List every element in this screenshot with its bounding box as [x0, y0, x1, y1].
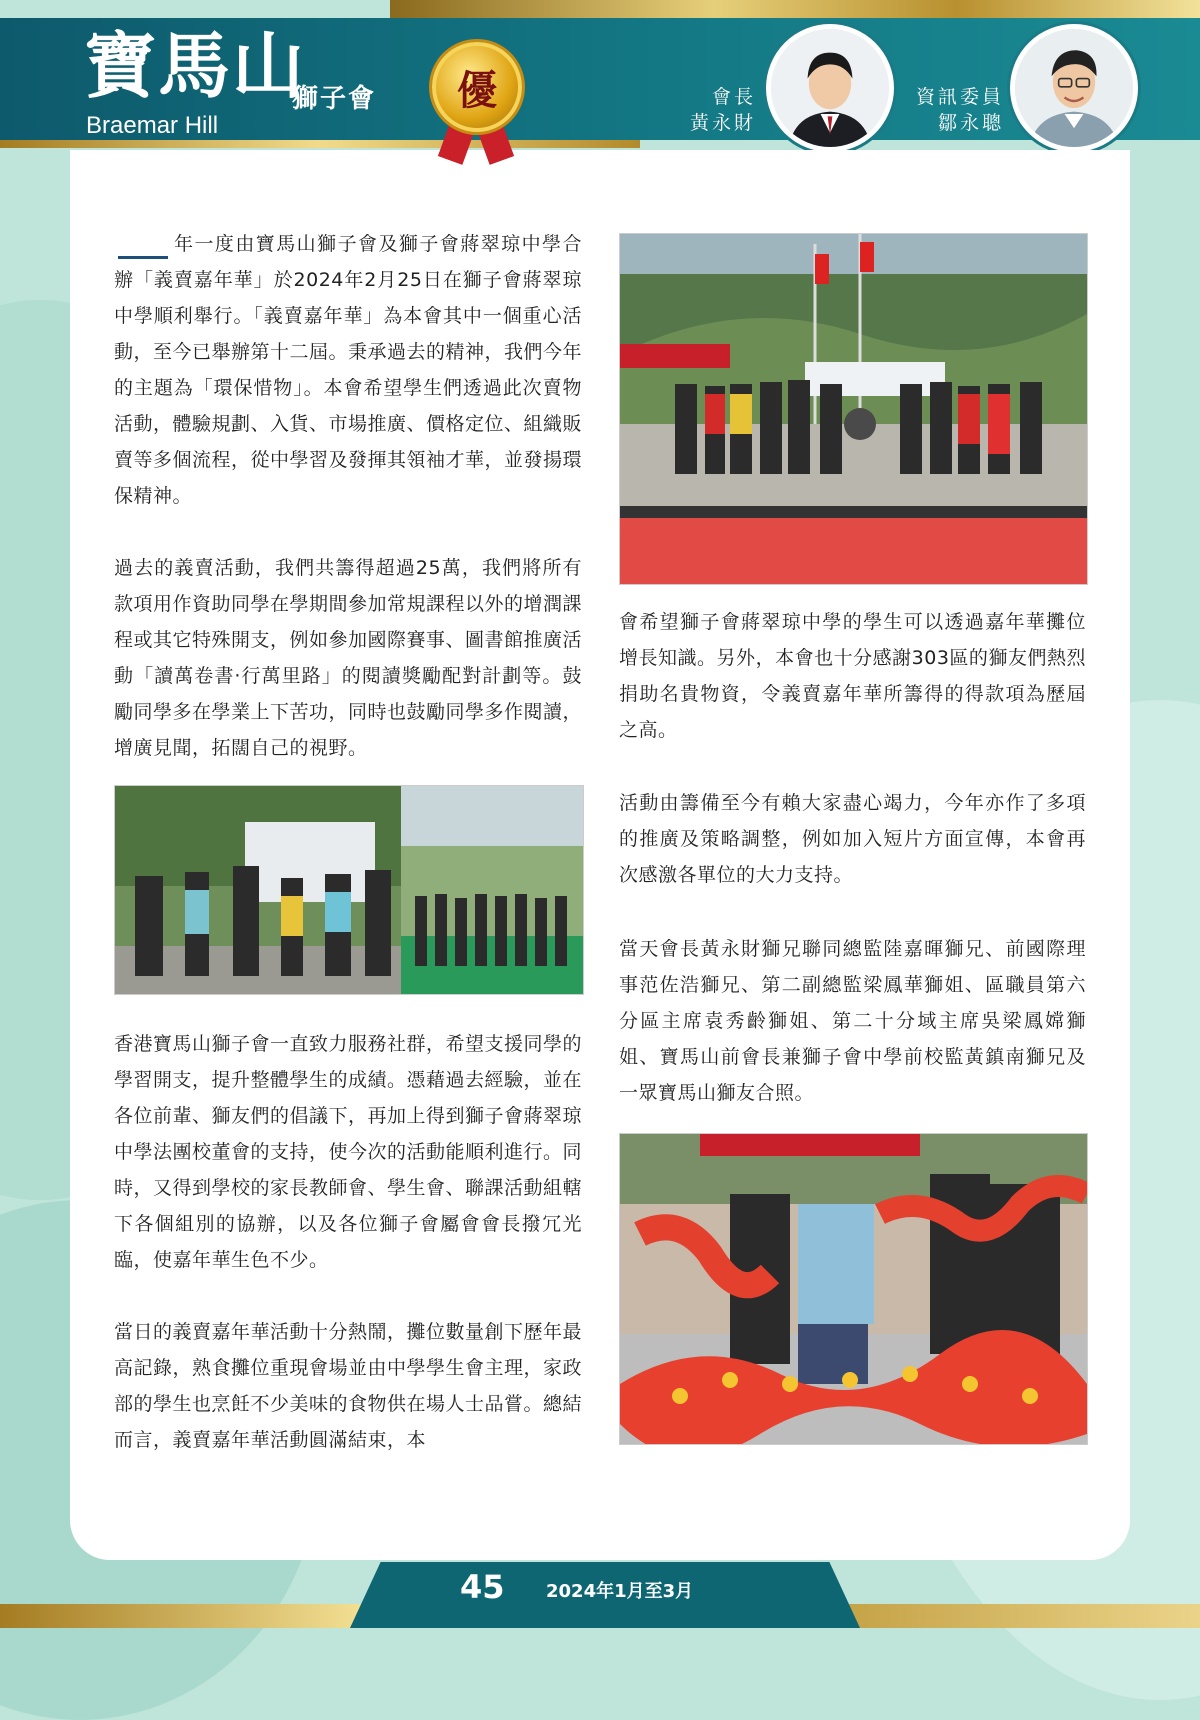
paragraph-carnival: 當日的義賣嘉年華活動十分熱鬧，攤位數量創下歷年最高記錄，熟食攤位重現會場並由中學學生會主理，家政部的學生也烹飪不少美味的食物供在場人士品嘗。總結而言，義賣嘉年華活動圓滿結束，本 — [114, 1321, 583, 1451]
photo-group-award — [114, 785, 584, 995]
club-title-english: Braemar Hill — [86, 112, 219, 139]
paragraph-funds: 過去的義賣活動，我們共籌得超過25萬，我們將所有款項用作資助同學在學期間參加常規課程以外的增潤課程或其它特殊開支，例如參加國際賽事、圖書館推廣活動「讀萬卷書‧行萬里路」的閱讀獎勵配對計劃等。鼓勵同學多在學業上下苦功，同時也鼓勵同學多作閱讀，增廣見聞，拓闊自己的視野。 — [114, 557, 583, 759]
avatar-info-committee — [1010, 24, 1138, 152]
award-character: 優 — [457, 66, 497, 114]
award-medal-icon — [432, 42, 522, 132]
photo-dragon-eye-dotting — [619, 1133, 1088, 1445]
page-number: 45 — [460, 1568, 505, 1606]
officer-president — [660, 84, 756, 136]
issue-date: 2024年1月至3月 — [546, 1581, 694, 1602]
paragraph-thanks: 會希望獅子會蔣翠琼中學的學生可以透過嘉年華攤位增長知識。另外，本會也十分感謝303區的獅友們熱烈捐助名貴物資，令義賣嘉年華所籌得的得款項為歷屆之高。 — [619, 611, 1086, 741]
paragraph-intro: 年一度由寶馬山獅子會及獅子會蔣翠琼中學合辦「義賣嘉年華」於2024年2月25日在獅子會蔣翠琼中學順利舉行。「義賣嘉年華」為本會其中一個重心活動，至今已舉辦第十二屆。秉承過去的精神，我們今年的主題為「環保惜物」。本會希望學生們透過此次賣物活動，體驗規劃、入貨、市場推廣、價格定位、組織販賣等多個流程，從中學習及發揮其領袖才華，並發揚環保精神。 — [114, 233, 583, 507]
person-portrait-icon — [1015, 29, 1133, 147]
club-title-suffix: 獅子會 — [292, 84, 377, 114]
avatar-president — [766, 24, 894, 152]
officer-role: 資訊委員 — [915, 86, 1004, 108]
officer-name: 鄒永聰 — [937, 112, 1004, 134]
header-gold-line — [0, 140, 640, 148]
paragraph-promotion: 活動由籌備至今有賴大家盡心竭力，今年亦作了多項的推廣及策略調整，例如加入短片方面宣傳，本會再次感激各單位的大力支持。 — [619, 792, 1086, 886]
event-photo-image — [620, 1134, 1087, 1444]
person-portrait-icon — [771, 29, 889, 147]
photo-group-gong — [619, 233, 1088, 585]
event-photo-image — [620, 234, 1087, 584]
officer-info-committee — [900, 84, 1004, 136]
paragraph-support: 香港寶馬山獅子會一直致力服務社群，希望支援同學的學習開支，提升整體學生的成績。憑藉過去經驗，並在各位前輩、獅友們的倡議下，再加上得到獅子會蔣翠琼中學法團校董會的支持，使今次的活動能順利進行。同時，又得到學校的家長教師會、學生會、聯課活動組轄下各個組別的協辦，以及各位獅子會屬會會長撥冗光臨，使嘉年華生色不少。 — [114, 1033, 583, 1271]
club-title: 寶馬山 — [84, 23, 307, 108]
event-photo-image — [115, 786, 583, 994]
paragraph-guests: 當天會長黃永財獅兄聯同總監陸嘉暉獅兄、前國際理事范佐浩獅兄、第二副總監梁鳳華獅姐、區職員第六分區主席袁秀齡獅姐、第二十分域主席吳梁鳳嫦獅姐、寶馬山前會長兼獅子會中學前校監黃鎮南獅兄及一眾寶馬山獅友合照。 — [619, 938, 1086, 1104]
officer-name: 黃永財 — [689, 112, 756, 134]
officer-role: 會長 — [711, 86, 756, 108]
